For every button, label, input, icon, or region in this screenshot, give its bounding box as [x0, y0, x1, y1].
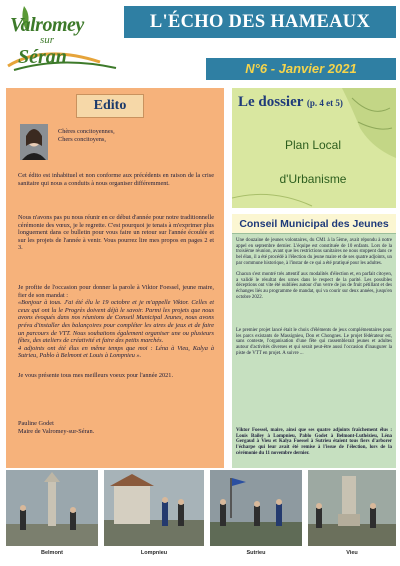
- logo-line-3: Séran: [18, 46, 67, 68]
- municipality-logo: [4, 4, 122, 76]
- dossier-subtitle-line-1: Plan Local: [284, 138, 342, 152]
- edito-signature: [18, 420, 214, 435]
- edito-greeting: [58, 128, 208, 143]
- issue-label: N°6 - Janvier 2021: [206, 58, 396, 80]
- edito-paragraph-2: Nous n'avons pas pu nous réunir en ce début d'année pour notre traditionnelle cérémonie des vœux, je le regrette. C'est pourquoi je tenais à m'exprimer plus longuement dans ce bulletin pour vous faire un retour sur l'année écoulée et sur les projets de l'année à venir. Vous pourrez lire mes propos en pages 2 et 3.: [18, 214, 214, 252]
- conseil-paragraph-2: Chacun s'est montré très attentif aux modalités d'élection et, en parfait citoyen, a validé le résultat des urnes dans le respect de la parité. Les possibles déceptions ont vite été oubliées autour d'un verre de jus de fruit pétillant et des échanges liés au programme de mandat, qui va courir sur deux années, jusqu'en octobre 2022.: [236, 272, 392, 300]
- greeting-line-1: Chères concitoyennes,: [58, 128, 115, 135]
- signature-name: Pauline Godet: [18, 420, 54, 427]
- conseil-paragraph-1: Une douzaine de jeunes volontaires, du CM1 à la 5ème, avait répondu à notre appel en septembre dernier. L'équipe est constituée de 10 enfants. Lors de la troisième réunion, avant que les restrictions sanitaires ne nous stoppent dans ce bel élan, il a été procédé à l'élection du jeune maire et de ses quatre adjoints, un par commune historique, à l'instar de ce qui a été pratiqué pour les adultes.: [236, 238, 392, 266]
- caption-sutrieu: Sutrieu: [246, 550, 266, 556]
- dossier-heading-text: Le dossier: [238, 94, 304, 110]
- logo-line-1: Valromey: [10, 14, 84, 36]
- dossier-pages: (p. 4 et 5): [306, 98, 343, 108]
- edito-wishes: Je vous présente tous mes meilleurs voeux pour l'année 2021.: [18, 372, 174, 379]
- caption-vieu: Vieu: [346, 550, 358, 556]
- photo-belmont: [6, 470, 98, 546]
- edito-quote: «Bonjour à tous. J'ai été élu le 19 octobre et je m'appelle Viktor. Celles et ceux qui ont lu le Progrès doivent déjà le savoir. Parmi les projets que nous avons évoqués dans nos réunions de Conseil Municipal Jeunes, nous avons prévu d'installer des balançoires pour compléter les aires de jeux et de faire un parcours de VTT. Nous souhaitons également organiser une ou plusieurs fêtes, des ateliers de créativité et faire des petits marchés.: [18, 299, 214, 345]
- mayor-portrait: [20, 124, 48, 160]
- edito-quote-end: 4 adjoints ont été élus en même temps que moi : Léna à Vieu, Kalya à Sutrieu, Pablo à Belmont et Louis à Lompnieu ».: [18, 344, 214, 360]
- dossier-subtitle-line-2: d'Urbanisme: [279, 172, 347, 186]
- greeting-line-2: Chers concitoyens,: [58, 135, 106, 143]
- signature-title: Maire de Valromey-sur-Séran.: [18, 427, 95, 435]
- photo-vieu: [308, 470, 396, 546]
- caption-belmont: Belmont: [41, 550, 63, 556]
- edito-quote-intro: Je profite de l'occasion pour donner la parole à Viktor Foessel, jeune maire, fier de son mandat :: [18, 284, 214, 299]
- edito-heading: Edito: [76, 94, 144, 118]
- edito-paragraph-1: Cet édito est inhabituel et non conforme aux précédents en raison de la crise sanitaire qui nous a conduits à nous organiser différemment.: [18, 172, 214, 187]
- edito-paragraph-3: [18, 284, 214, 360]
- newsletter-title: L'ÉCHO DES HAMEAUX: [124, 6, 396, 38]
- photo-lompnieu: [104, 470, 204, 546]
- photo-sutrieu: [210, 470, 302, 546]
- conseil-heading: Conseil Municipal des Jeunes: [232, 214, 396, 234]
- conseil-paragraph-4: Viktor Foessel, maire, ainsi que ses quatre adjoints fraîchement élus : Louis Bailey à Lompnieu, Pablo Godet à Belmont-Luthézieu, Léna Gergaud à Vieu et Kalya Foessel à Sutrieu étaient tous fiers d'arborer l'écharpe qui leur avait été remise à l'issue de l'élection, lors de la cérémonie du 11 novembre dernier.: [236, 428, 392, 456]
- dossier-heading: [238, 94, 368, 111]
- logo-line-2: sur: [40, 34, 55, 46]
- caption-lompnieu: Lompnieu: [140, 550, 168, 556]
- conseil-paragraph-3: Le premier projet lancé était le choix d'éléments de jeux complémentaires pour les parcs existants de Massignieu, Don et Chongnes. Le projet fédérateur est, sans conteste, l'organisation d'une fête qui rassemblerait jeunes et adultes autour d'activités diverses et qui serait peut-être aussi l'occasion d'inaugurer la piste de VTT en projet. A suivre ...: [236, 328, 392, 356]
